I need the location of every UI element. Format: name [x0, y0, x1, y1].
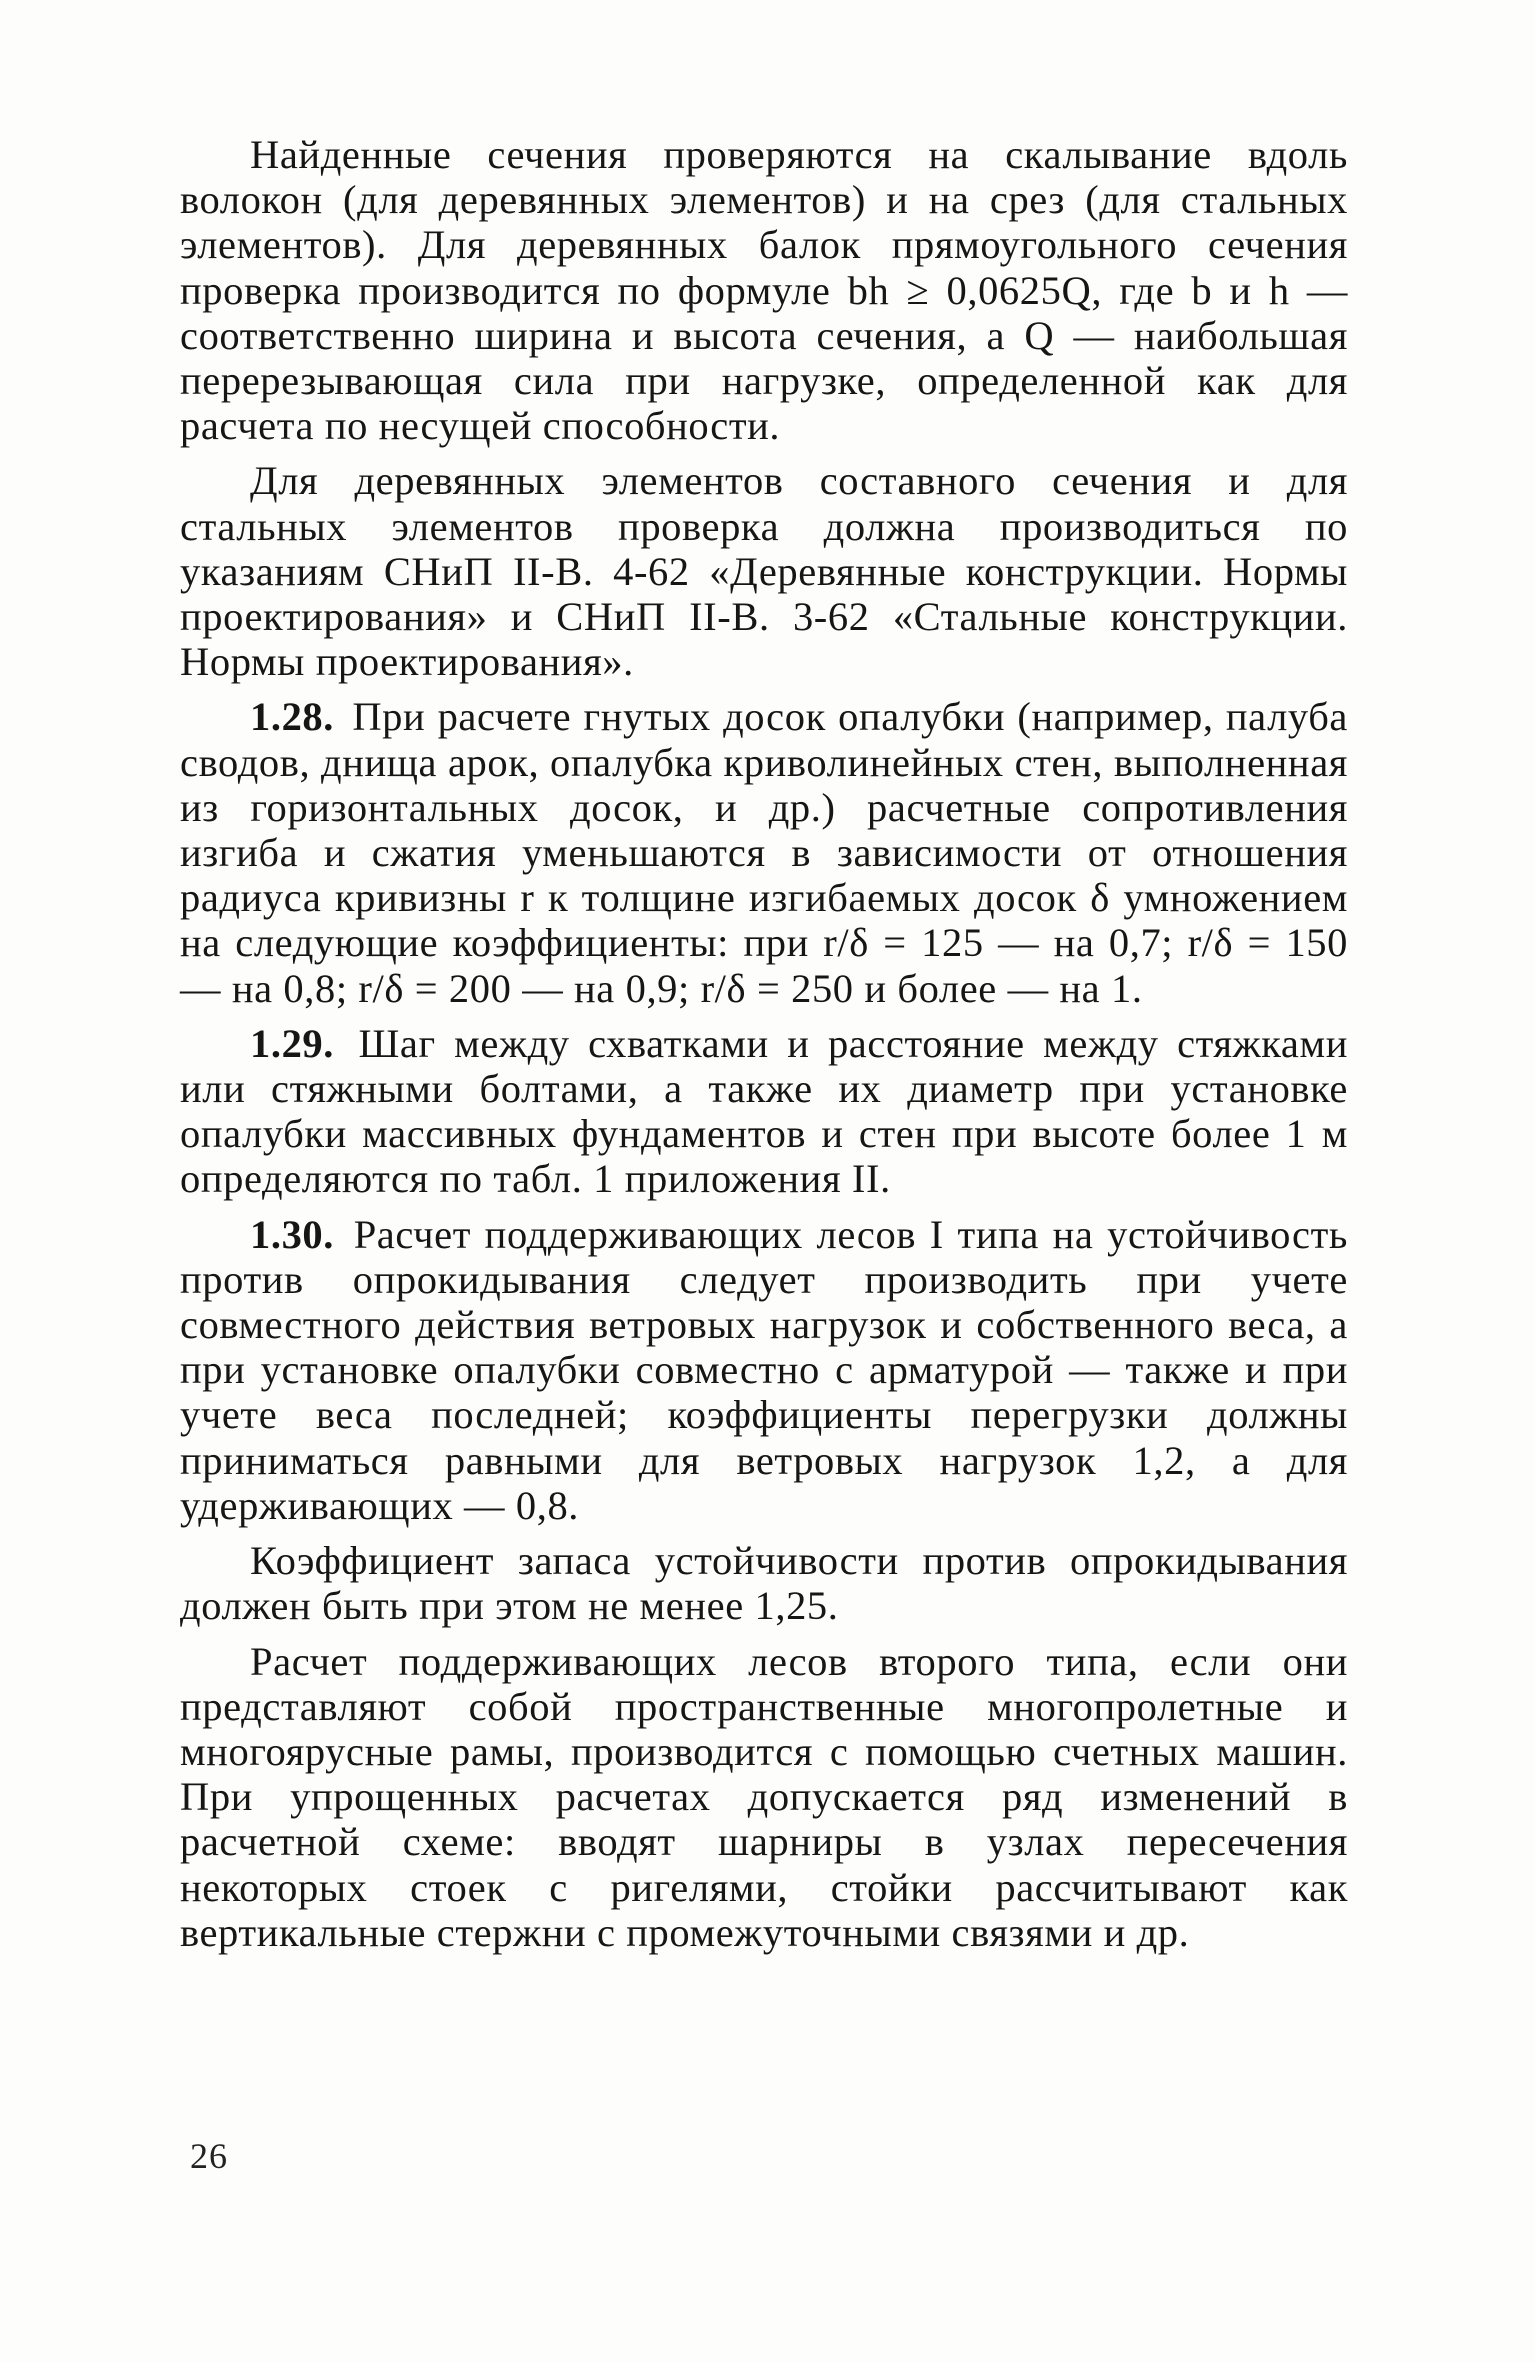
paragraph-1-30	[180, 1212, 1348, 1528]
page-number: 26	[190, 2136, 228, 2176]
paragraph	[180, 1639, 1348, 1955]
paragraph	[180, 1538, 1348, 1628]
paragraph-number: 1.30.	[250, 1211, 334, 1257]
paragraph-text: Расчет поддерживающих лесов I типа на устойчивость против опрокидывания следует производить при учете совместного действия ветровых нагрузок и собственного веса, а при установке опалубки совместно с арматурой — также и при учете веса последней; коэффициенты перегрузки должны приниматься равными для ветровых нагрузок 1,2, а для удерживающих — 0,8.	[180, 1211, 1348, 1528]
paragraph-text: Для деревянных элементов составного сечения и для стальных элементов проверка должна производиться по указаниям СНиП II-В. 4-62 «Деревянные конструкции. Нормы проектирования» и СНиП II-В. 3-62 «Стальные конструкции. Нормы проектирования».	[180, 458, 1348, 685]
paragraph-1-28	[180, 694, 1348, 1010]
paragraph-1-29	[180, 1021, 1348, 1202]
paragraph-text: Коэффициент запаса устойчивости против опрокидывания должен быть при этом не менее 1,25.	[180, 1538, 1348, 1629]
paragraph-text: Найденные сечения проверяются на скалывание вдоль волокон (для деревянных элементов) и на срез (для стальных элементов). Для деревянных балок прямоугольного сечения проверка производится по формуле bh ≥ 0,0625Q, где b и h — соответственно ширина и высота сечения, а Q — наибольшая перерезывающая сила при нагрузке, определенной как для расчета по несущей способности.	[180, 132, 1348, 449]
paragraph-text: При расчете гнутых досок опалубки (например, палуба сводов, днища арок, опалубка криволинейных стен, выполненная из горизонтальных досок, и др.) расчетные сопротивления изгиба и сжатия уменьшаются в зависимости от отношения радиуса кривизны r к толщине изгибаемых досок δ умножением на следующие коэффициенты: при r/δ = 125 — на 0,7; r/δ = 150 — на 0,8; r/δ = 200 — на 0,9; r/δ = 250 и более — на 1.	[180, 694, 1348, 1011]
body-text	[180, 132, 1348, 1965]
paragraph-number: 1.28.	[250, 694, 334, 740]
paragraph	[180, 132, 1348, 448]
paragraph-number: 1.29.	[250, 1020, 334, 1066]
paragraph-text: Расчет поддерживающих лесов второго типа, если они представляют собой пространственные многопролетные и многоярусные рамы, производится с помощью счетных машин. При упрощенных расчетах допускается ряд изменений в расчетной схеме: вводят шарниры в узлах пересечения некоторых стоек с ригелями, стойки рассчитывают как вертикальные стержни с промежуточными связями и др.	[180, 1638, 1348, 1955]
paragraph-text: Шаг между схватками и расстояние между стяжками или стяжными болтами, а также их диаметр при установке опалубки массивных фундаментов и стен при высоте более 1 м определяются по табл. 1 приложения II.	[180, 1020, 1348, 1202]
paragraph	[180, 458, 1348, 684]
